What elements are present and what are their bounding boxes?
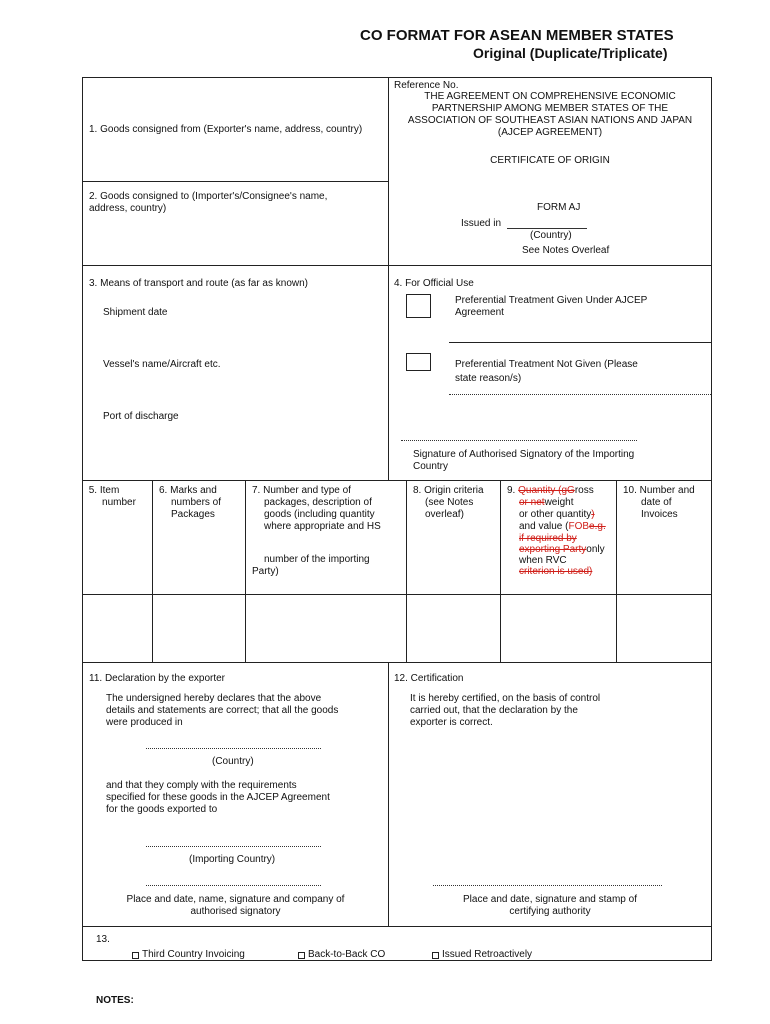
col7-header-line1: 7. Number and type of [252,485,351,496]
importing-country-label: (Importing Country) [189,854,276,865]
back-to-back-co-checkbox[interactable] [298,952,305,959]
certifying-place-line1: Place and date, signature and stamp of [462,894,637,905]
shipment-date-label: Shipment date [103,307,168,318]
exporter-place-line2: authorised signatory [190,906,281,917]
notes-heading: NOTES: [96,995,134,1006]
importing-signature-line2: Country [413,461,449,472]
issued-country-label: (Country) [530,230,572,241]
box11-para1-line1: The undersigned hereby declares that the above [106,693,322,704]
vessel-label: Vessel's name/Aircraft etc. [103,359,221,370]
document-title: CO FORMAT FOR ASEAN MEMBER STATES [360,27,674,44]
col5-header-line1: 5. Item [88,485,120,496]
see-notes-label: See Notes Overleaf [522,245,610,256]
box4-label: 4. For Official Use [394,278,474,289]
produced-in-country-line[interactable] [146,748,321,749]
col10-header-line3: Invoices [641,509,678,520]
issued-in-line[interactable] [507,228,587,229]
col6-header-line3: Packages [171,509,215,520]
form-aj-label: FORM AJ [537,202,581,213]
col8-header-line2: (see Notes [425,497,474,508]
port-of-discharge-label: Port of discharge [103,411,179,422]
box11-para2-line1: and that they comply with the requirements [106,780,297,791]
third-country-invoicing-label: Third Country Invoicing [142,949,245,960]
importing-country-line[interactable] [146,846,321,847]
box13-label: 13. [96,934,110,945]
back-to-back-co-label: Back-to-Back CO [308,949,386,960]
agreement-line1: THE AGREEMENT ON COMPREHENSIVE ECONOMIC [424,91,676,102]
box11-para2-line2: specified for these goods in the AJCEP Agreement [106,792,330,803]
col10-header-line1: 10. Number and [623,485,695,496]
exporter-place-line1: Place and date, name, signature and company of [126,894,345,905]
col7-header-line6: Party) [252,566,279,577]
reference-number-label: Reference No. [394,80,459,91]
issued-retroactively-label: Issued Retroactively [442,949,533,960]
document-subtitle: Original (Duplicate/Triplicate) [473,45,668,61]
exporter-signature-line[interactable] [146,885,321,886]
box11-para1-line2: details and statements are correct; that all the goods [106,705,339,716]
box11-para1-line3: were produced in [106,717,183,728]
third-country-invoicing-checkbox[interactable] [132,952,139,959]
col6-header-line1: 6. Marks and [159,485,217,496]
box1-label: 1. Goods consigned from (Exporter's name, address, country) [89,124,363,135]
issued-retroactively-checkbox[interactable] [432,952,439,959]
preferential-given-checkbox[interactable] [406,294,431,318]
certifying-signature-line[interactable] [433,885,662,886]
col10-header-line2: date of [641,497,672,508]
box2-label-line1: 2. Goods consigned to (Importer's/Consignee's name, [89,191,328,202]
box11-label: 11. Declaration by the exporter [89,673,226,684]
produced-country-label: (Country) [212,756,254,767]
preferential-not-given-line2: state reason/s) [455,373,522,384]
col9-header-line6: exporting Partyonly [519,544,605,555]
preferential-not-given-line1: Preferential Treatment Not Given (Please [455,359,638,370]
certificate-of-origin-title: CERTIFICATE OF ORIGIN [490,155,610,166]
preferential-not-given-checkbox[interactable] [406,353,431,371]
col9-header-line3: or other quantity) [519,509,595,520]
box12-para-line1: It is hereby certified, on the basis of control [410,693,601,704]
col6-header-line2: numbers of [171,497,222,508]
box11-para2-line3: for the goods exported to [106,804,218,815]
col7-header-line5: number of the importing [264,554,370,565]
col9-header-line4: and value (FOBe.g. [519,521,606,532]
preferential-given-line1: Preferential Treatment Given Under AJCEP [455,295,648,306]
col7-header-line4: where appropriate and HS [264,521,381,532]
certifying-place-line2: certifying authority [509,906,591,917]
col9-header-line2: or netweight [519,497,574,508]
agreement-line3: ASSOCIATION OF SOUTHEAST ASIAN NATIONS AND JAPAN [407,115,693,126]
importing-signature-line1: Signature of Authorised Signatory of the Importing [413,449,635,460]
col7-header-line2: packages, description of [264,497,372,508]
col9-header-line1: 9. Quantity (gGross [507,485,594,496]
col8-header-line1: 8. Origin criteria [413,485,484,496]
issued-in-label: Issued in [461,218,502,229]
importing-signature-line[interactable] [401,440,637,441]
box12-label: 12. Certification [394,673,464,684]
col9-header-line8: criterion is used) [519,566,593,577]
box2-label-line2: address, country) [89,203,167,214]
agreement-line2: PARTNERSHIP AMONG MEMBER STATES OF THE [431,103,669,114]
preferential-given-line2: Agreement [455,307,504,318]
col8-header-line3: overleaf) [425,509,464,520]
col7-header-line3: goods (including quantity [264,509,375,520]
col9-header-line5: if required by [519,533,577,544]
box12-para-line3: exporter is correct. [410,717,493,728]
col9-header-line7: when RVC [519,555,567,566]
col5-header-line2: number [102,497,136,508]
box3-label: 3. Means of transport and route (as far as known) [89,278,308,289]
box12-para-line2: carried out, that the declaration by the [410,705,578,716]
agreement-line4: (AJCEP AGREEMENT) [497,127,603,138]
